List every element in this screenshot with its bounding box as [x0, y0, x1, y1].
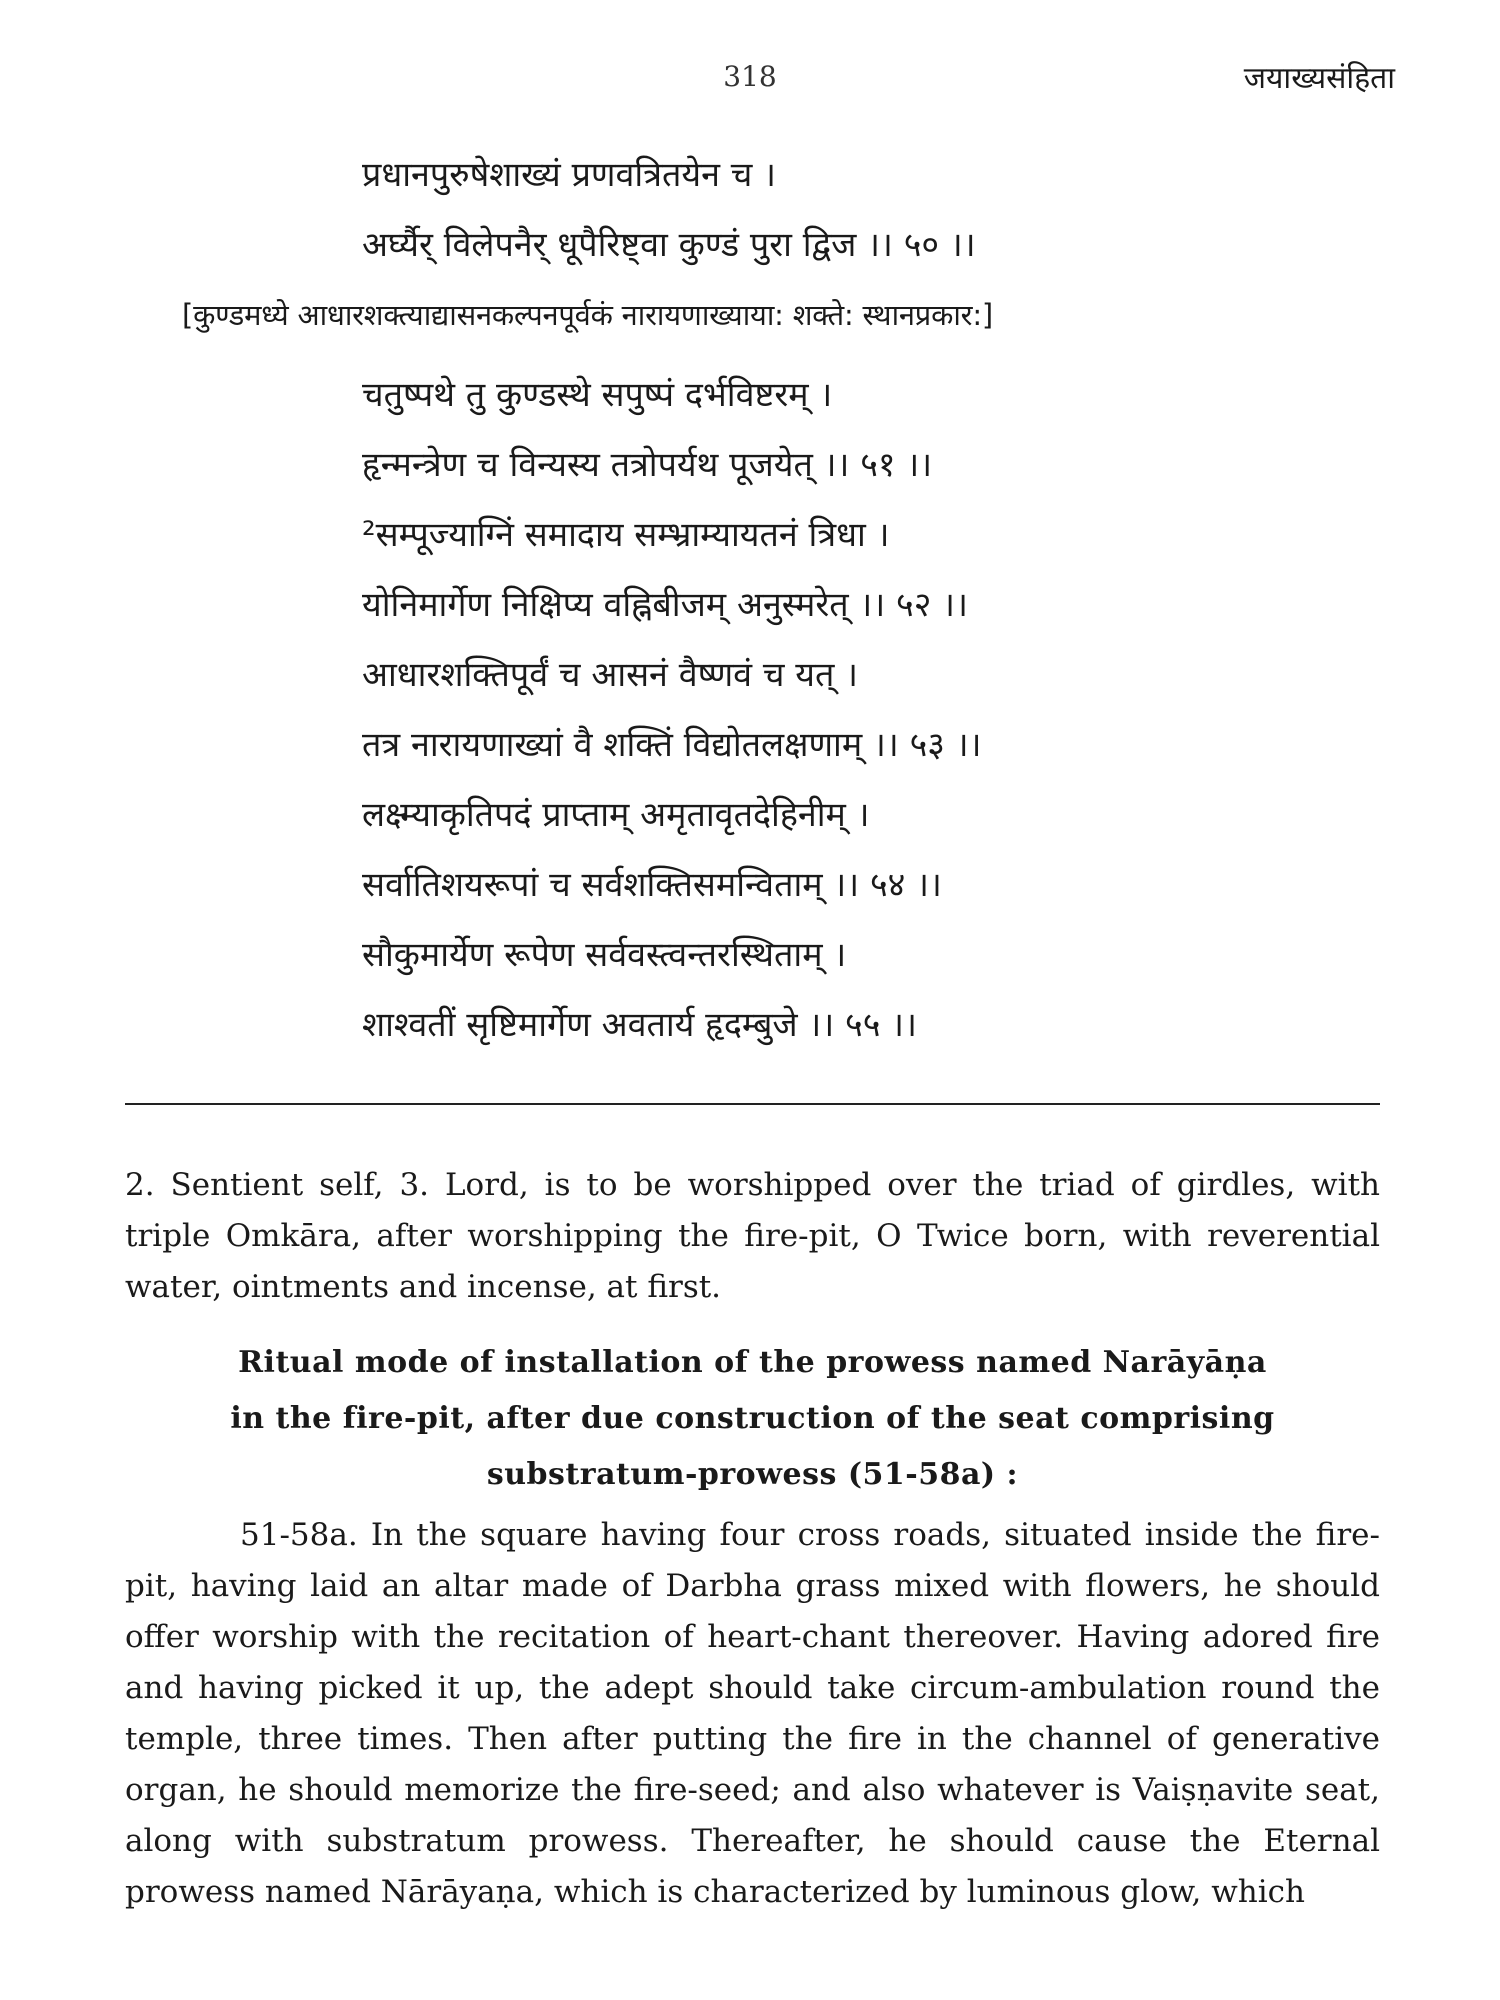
- verse-line: चतुष्पथे तु कुण्डस्थे सपुष्पं दर्भविष्टरम् ।: [362, 375, 833, 415]
- verse-line: सौकुमार्येण रूपेण सर्ववस्त्वन्तरस्थिताम् ।: [362, 935, 847, 975]
- verse-line: शाश्वतीं सृष्टिमार्गेण अवतार्य हृदम्बुजे ।। ५५ ।।: [362, 1005, 917, 1045]
- verse-group-54: [362, 780, 1362, 920]
- section-heading: [170, 1335, 1335, 1503]
- verse-line: अर्घ्यैर् विलेपनैर् धूपैरिष्ट्वा कुण्डं पुरा द्विज ।। ५० ।।: [362, 225, 976, 265]
- section-heading-line: substratum-prowess (51-58a) :: [486, 1457, 1019, 1492]
- verse-line: लक्ष्म्याकृतिपदं प्राप्ताम् अमृतावृतदेहिनीम् ।: [362, 795, 870, 835]
- body-paragraph: 51-58a. In the square having four cross roads, situated inside the fire-pit, having laid an altar made of Darbha grass mixed with flowers, he should offer worship with the recitation of heart-chant thereover. Having adored fire and having picked it up, the adept should take circum-ambulation round the temple, three times. Then after putting the fire in the channel of generative organ, he should memorize the fire-seed; and also whatever is Vaiṣṇavite seat, along with substratum prowess. Thereafter, he should cause the Eternal prowess named Nārāyaṇa, which is characterized by luminous glow, which: [125, 1517, 1380, 1910]
- section-heading-line: Ritual mode of installation of the prowess named Narāyāṇa: [238, 1345, 1267, 1380]
- verse-group-55: [362, 920, 1362, 1060]
- verse-group-53: [362, 640, 1362, 780]
- horizontal-rule: [125, 1103, 1380, 1105]
- verse-line: हृन्मन्त्रेण च विन्यस्य तत्रोपर्यथ पूजयेत् ।। ५१ ।।: [362, 445, 933, 485]
- verse-line: सर्वातिशयरूपां च सर्वशक्तिसमन्विताम् ।। ५४ ।।: [362, 865, 942, 905]
- verse-line: प्रधानपुरुषेशाख्यं प्रणवत्रितयेन च ।: [362, 155, 777, 195]
- verse-line: योनिमार्गेण निक्षिप्य वह्निबीजम् अनुस्मरेत् ।। ५२ ।।: [362, 585, 968, 625]
- section-heading-line: in the fire-pit, after due construction of the seat comprising: [230, 1401, 1275, 1436]
- verse-line: आधारशक्तिपूर्वं च आसनं वैष्णवं च यत् ।: [362, 655, 859, 695]
- verse-line: तत्र नारायणाख्यां वै शक्तिं विद्योतलक्षणाम् ।। ५३ ।।: [362, 725, 982, 765]
- page-number: 318: [723, 60, 777, 93]
- verse-line: ²सम्पूज्याग्निं समादाय सम्भ्राम्यायतनं त्रिधा ।: [362, 515, 890, 555]
- verse-group-50: [362, 140, 1362, 280]
- translation-paragraph: 2. Sentient self, 3. Lord, is to be worshipped over the triad of girdles, with triple Omkāra, after worshipping the fire-pit, O Twice born, with reverential water, ointments and incense, at first.: [125, 1167, 1380, 1305]
- verse-group-51: [362, 360, 1362, 500]
- verse-group-52: [362, 500, 1362, 640]
- sanskrit-section-heading: [कुण्डमध्ये आधारशक्त्याद्यासनकल्पनपूर्वकं नारायणाख्याया: शक्ते: स्थानप्रकार:]: [182, 298, 993, 332]
- running-title: जयाख्यसंहिता: [1243, 61, 1395, 96]
